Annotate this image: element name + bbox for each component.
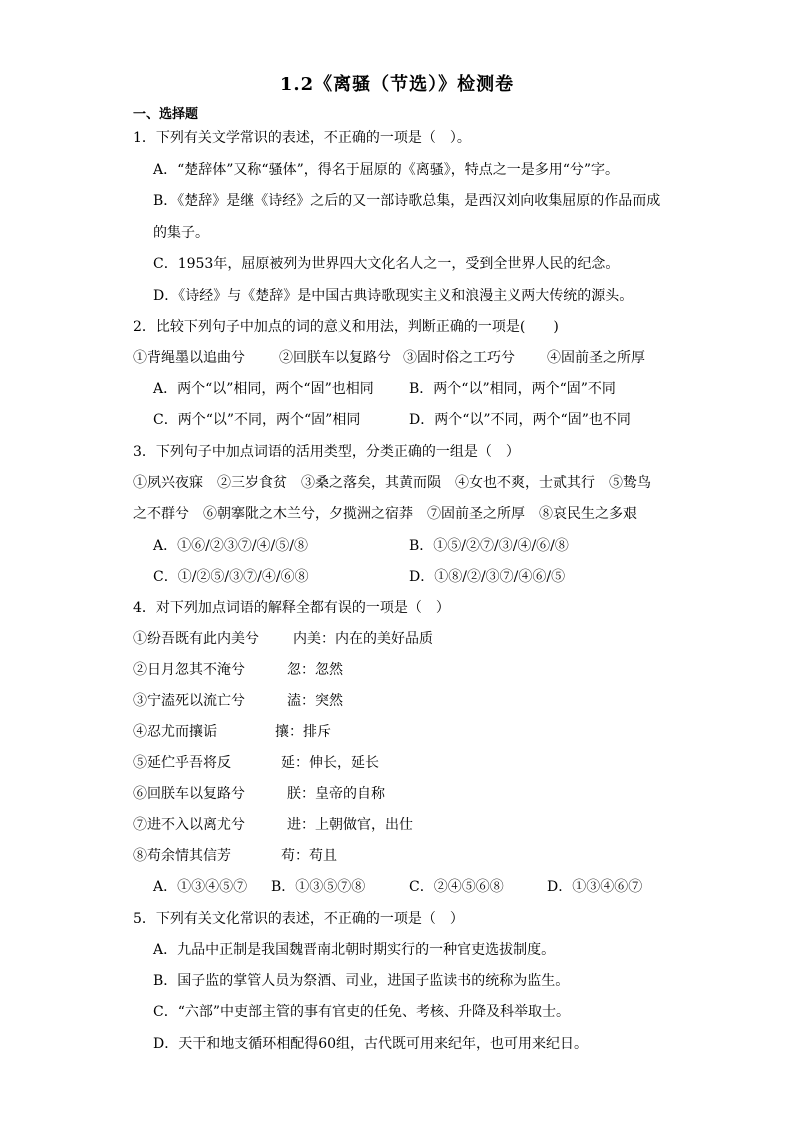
q4-item-sentence: ③宁溘死以流亡兮: [133, 693, 245, 709]
q4-item-gloss: 延：伸长，延长: [281, 755, 379, 771]
q2-option-a: A．两个“以”相同，两个“固”也相同: [153, 381, 374, 397]
q4-item-gloss: 进：上朝做官，出仕: [287, 817, 413, 833]
q4-item-sentence: ⑥回朕车以复路兮: [133, 786, 245, 802]
q2-sentence: ②回朕车以复路兮: [279, 350, 391, 366]
q4-option-a: A．①③④⑤⑦: [153, 879, 248, 895]
q4-item-gloss: 内美：内在的美好品质: [293, 631, 433, 647]
q4-item-gloss: 溘：突然: [287, 693, 343, 709]
q3-option-d: D．①⑧/②/③⑦/④⑥/⑤: [409, 569, 566, 585]
document-title: 1.2《离骚（节选）》检测卷: [279, 74, 515, 95]
q4-item-gloss: 忽：忽然: [287, 662, 343, 678]
q5-option-a: A．九品中正制是我国魏晋南北朝时期实行的一种官吏选拔制度。: [153, 942, 556, 958]
q5-option-c: C．“六部”中吏部主管的事有官吏的任免、考核、升降及科举取士。: [153, 1004, 571, 1020]
q4-item-sentence: ⑦进不入以离尤兮: [133, 817, 245, 833]
q4-option-c: C．②④⑤⑥⑧: [409, 879, 504, 895]
q4-item-sentence: ⑧苟余情其信芳: [133, 848, 231, 864]
q3-sentences-line2: 之不群兮 ⑥朝搴阰之木兰兮，夕揽洲之宿莽 ⑦固前圣之所厚 ⑧哀民生之多艰: [133, 506, 637, 522]
q3-stem: 3．下列句子中加点词语的活用类型，分类正确的一组是（ ）: [133, 444, 520, 460]
q5-option-d: D．天干和地支循环相配得60组，古代既可用来纪年，也可用来纪日。: [153, 1036, 589, 1052]
q3-option-b: B．①⑤/②⑦/③/④/⑥/⑧: [409, 538, 569, 554]
q4-item-sentence: ①纷吾既有此内美兮: [133, 631, 259, 647]
q4-option-d: D．①③④⑥⑦: [547, 879, 643, 895]
q3-sentences-line1: ①夙兴夜寐 ②三岁食贫 ③桑之落矣，其黄而陨 ④女也不爽，士贰其行 ⑤鸷鸟: [133, 475, 651, 491]
q2-option-c: C．两个“以”不同，两个“固”相同: [153, 412, 361, 428]
q4-item-sentence: ②日月忽其不淹兮: [133, 662, 245, 678]
q5-stem: 5．下列有关文化常识的表述，不正确的一项是（ ）: [133, 911, 464, 927]
section-heading: 一、选择题: [133, 107, 199, 122]
q2-stem: 2．比较下列句子中加点的词的意义和用法，判断正确的一项是( ): [133, 319, 559, 335]
q2-sentence: ①背绳墨以追曲兮: [133, 350, 245, 366]
q2-sentence: ③固时俗之工巧兮: [403, 350, 515, 366]
q2-option-b: B．两个“以”相同，两个“固”不同: [409, 381, 616, 397]
q4-stem: 4．对下列加点词语的解释全都有误的一项是（ ）: [133, 600, 450, 616]
q4-item-gloss: 攘：排斥: [275, 724, 331, 740]
q4-item-sentence: ⑤延伫乎吾将反: [133, 755, 231, 771]
q4-item-gloss: 苟：苟且: [281, 848, 337, 864]
q1-stem: 1．下列有关文学常识的表述，不正确的一项是（ ）。: [133, 130, 471, 146]
q4-item-gloss: 朕：皇帝的自称: [287, 786, 385, 802]
q2-option-d: D．两个“以”不同，两个“固”也不同: [409, 412, 631, 428]
q5-option-b: B．国子监的掌管人员为祭酒、司业，进国子监读书的统称为监生。: [153, 973, 570, 989]
q3-option-a: A．①⑥/②③⑦/④/⑤/⑧: [153, 538, 308, 554]
q4-option-b: B．①③⑤⑦⑧: [271, 879, 366, 895]
q3-option-c: C．①/②⑤/③⑦/④/⑥⑧: [153, 569, 309, 585]
q1-option-c: C．1953年，屈原被列为世界四大文化名人之一，受到全世界人民的纪念。: [153, 256, 620, 272]
q1-option-d: D．《诗经》与《楚辞》是中国古典诗歌现实主义和浪漫主义两大传统的源头。: [153, 288, 634, 304]
q2-sentence: ④固前圣之所厚: [547, 350, 645, 366]
q1-option-b-line2: 的集子。: [153, 225, 209, 241]
q1-option-b-line1: B．《楚辞》是继《诗经》之后的又一部诗歌总集，是西汉刘向收集屈原的作品而成: [153, 193, 661, 209]
q1-option-a: A．“楚辞体”又称“骚体”，得名于屈原的《离骚》，特点之一是多用“兮”字。: [153, 162, 620, 178]
q4-item-sentence: ④忍尤而攘诟: [133, 724, 217, 740]
